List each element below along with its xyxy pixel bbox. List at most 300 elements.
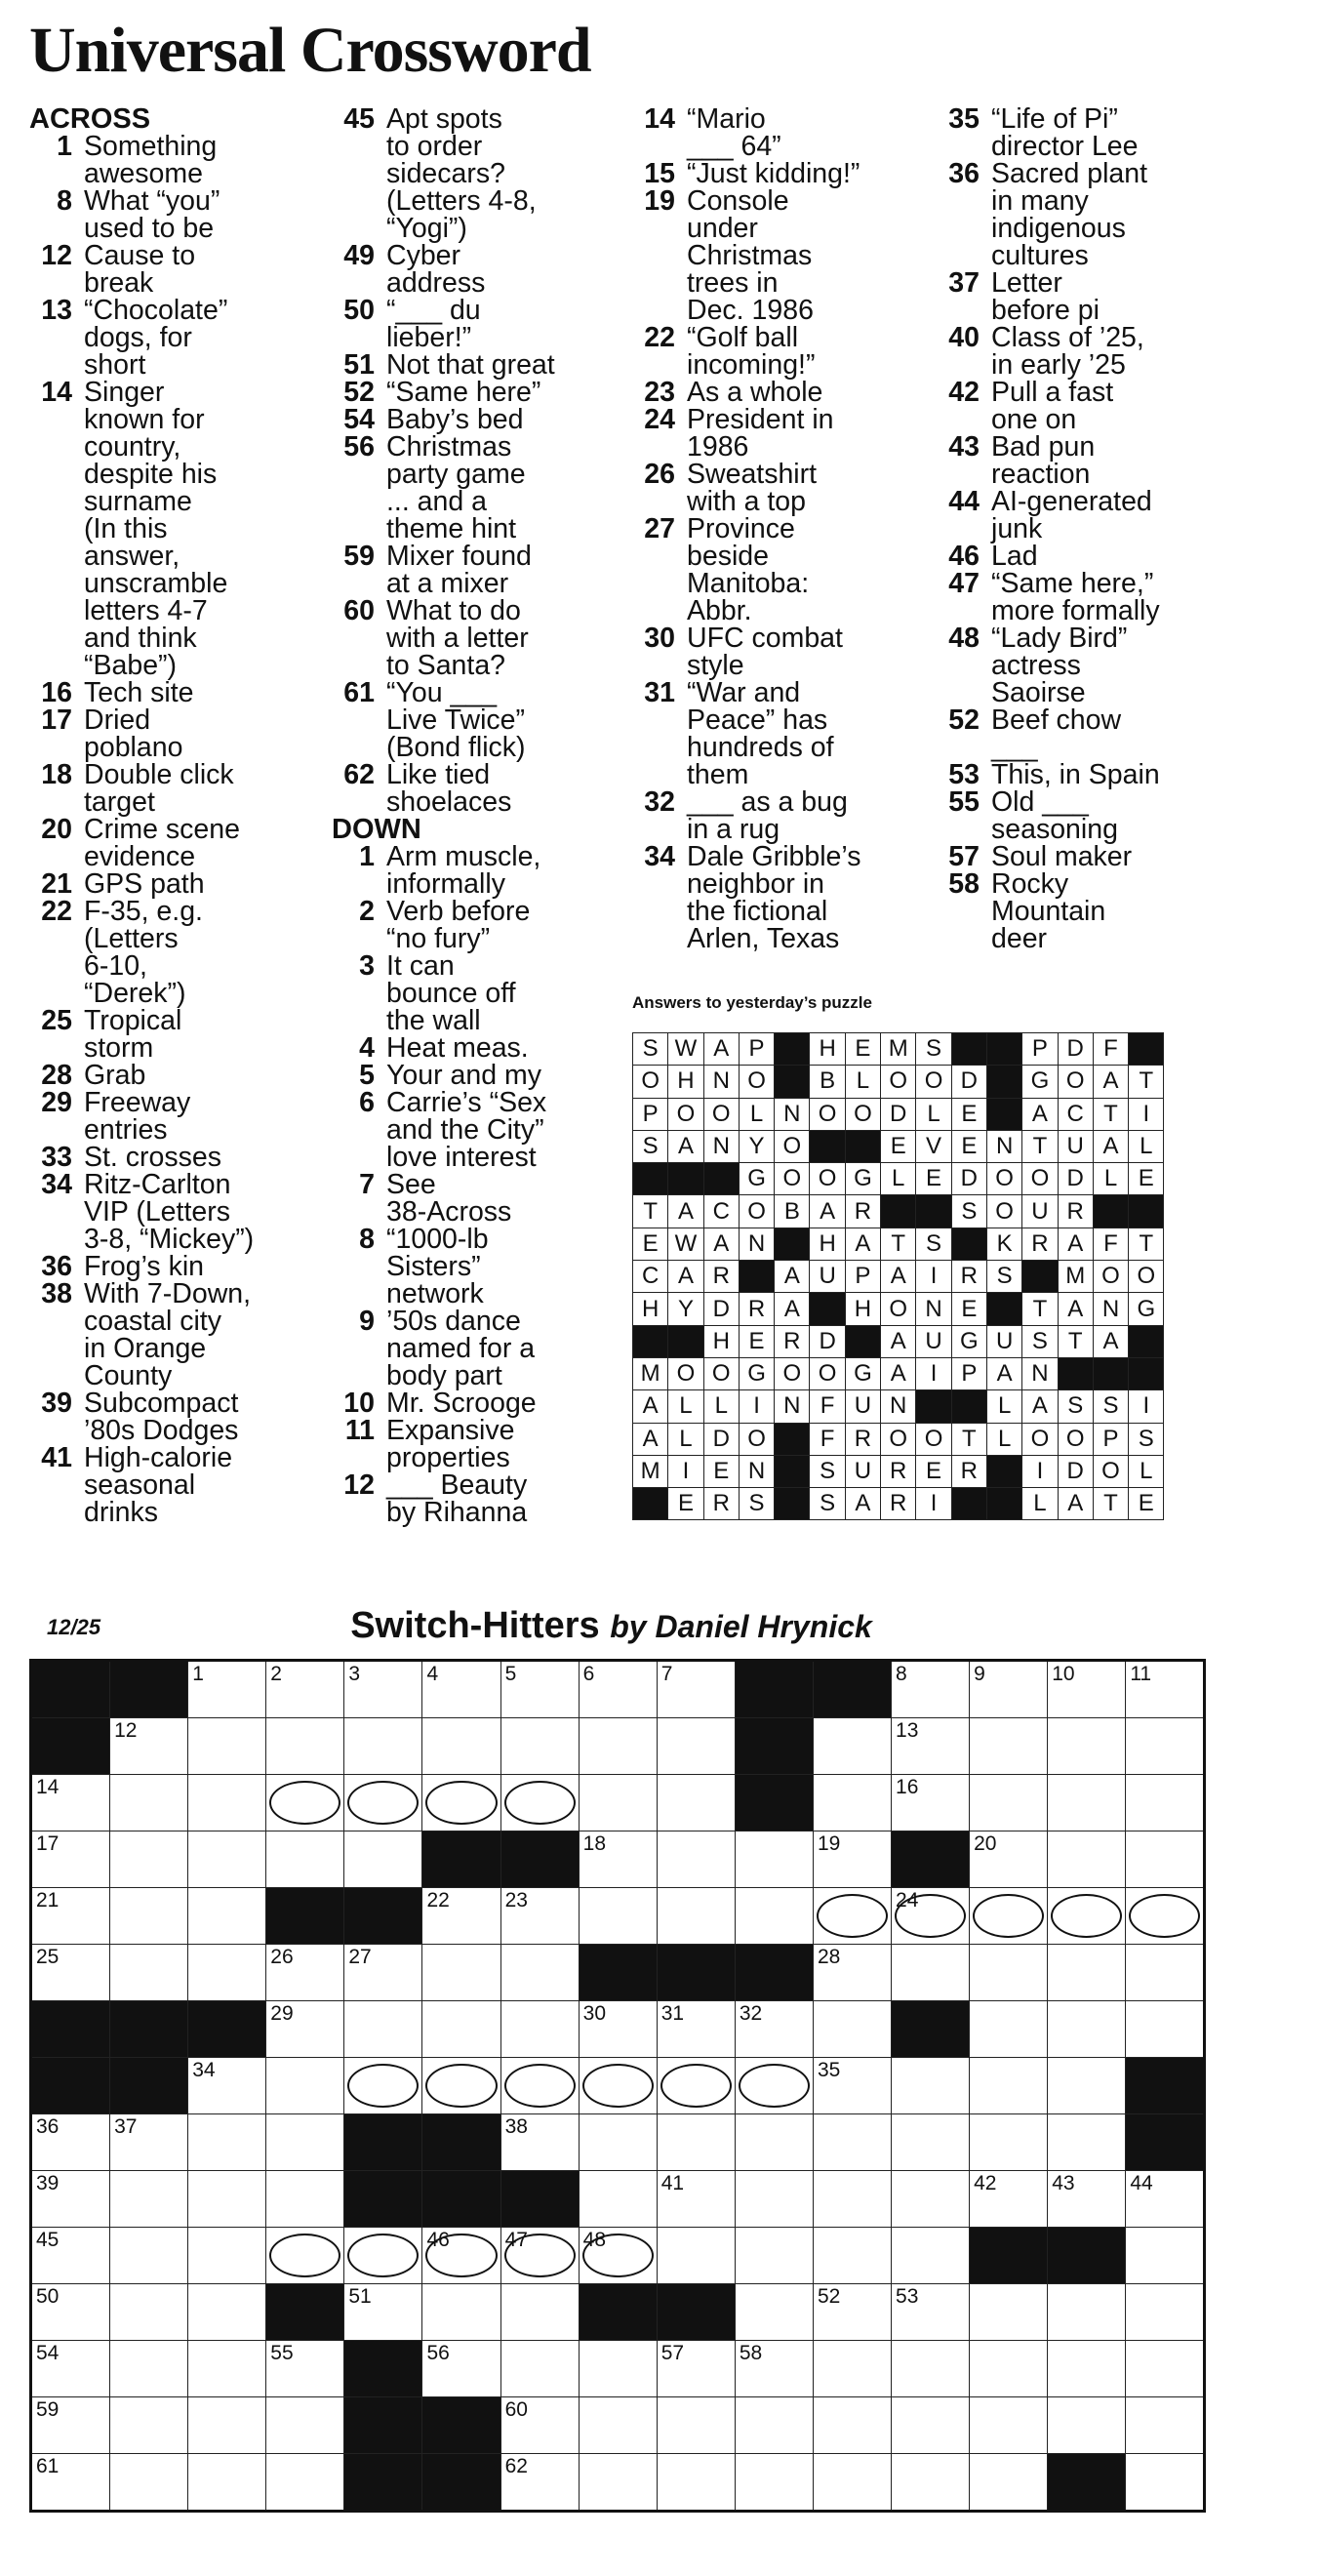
clue-line: ___ as a bug: [687, 786, 848, 818]
clue-text: [386, 1034, 624, 1062]
grid-cell[interactable]: [1048, 1888, 1126, 1945]
grid-cell[interactable]: [500, 2001, 579, 2058]
grid-cell[interactable]: [188, 2171, 266, 2228]
grid-cell[interactable]: [500, 2284, 579, 2341]
grid-cell[interactable]: [735, 2341, 813, 2397]
grid-cell[interactable]: [31, 2114, 110, 2171]
grid-cell[interactable]: [266, 2114, 344, 2171]
grid-cell[interactable]: [31, 2228, 110, 2284]
grid-cell[interactable]: [110, 2284, 188, 2341]
grid-cell[interactable]: [813, 1718, 891, 1775]
clue-text: [386, 761, 624, 816]
grid-cell[interactable]: [1126, 1775, 1205, 1831]
clue-line: F-35, e.g.: [84, 896, 203, 927]
answer-letter: S: [951, 1195, 986, 1228]
grid-cell[interactable]: [1048, 2001, 1126, 2058]
answer-letter: O: [1058, 1066, 1093, 1098]
cell-number: 6: [582, 1663, 595, 1685]
answer-letter: O: [1093, 1455, 1128, 1487]
grid-cell[interactable]: [735, 2114, 813, 2171]
grid-cell[interactable]: [266, 1718, 344, 1775]
clue-line: “Lady Bird”: [991, 623, 1128, 654]
answer-letter: E: [951, 1293, 986, 1325]
grid-cell[interactable]: [188, 2397, 266, 2454]
grid-cell[interactable]: [892, 1718, 970, 1775]
clue-line: Cyber: [386, 240, 461, 271]
answer-row: [633, 1033, 1164, 1066]
answer-row: [633, 1423, 1164, 1455]
grid-cell[interactable]: [579, 1718, 657, 1775]
clue-line: drinks: [84, 1497, 159, 1528]
grid-cell[interactable]: [344, 2284, 422, 2341]
grid-cell[interactable]: [735, 2001, 813, 2058]
grid-cell[interactable]: [110, 2171, 188, 2228]
grid-cell[interactable]: [970, 2114, 1048, 2171]
grid-cell[interactable]: [813, 2284, 891, 2341]
grid-cell[interactable]: [1048, 2284, 1126, 2341]
grid-cell[interactable]: [344, 1831, 422, 1888]
clue-line: style: [687, 650, 744, 681]
cell-number: 4: [426, 1663, 439, 1685]
grid-cell[interactable]: [813, 2454, 891, 2512]
grid-cell[interactable]: [1048, 1718, 1126, 1775]
grid-cell[interactable]: [500, 2228, 579, 2284]
clue-number: 12: [343, 1469, 375, 1501]
grid-cell[interactable]: [31, 1888, 110, 1945]
grid-cell[interactable]: [579, 1888, 657, 1945]
answer-letter: N: [1093, 1293, 1128, 1325]
grid-cell[interactable]: [970, 1775, 1048, 1831]
grid-cell[interactable]: [31, 1775, 110, 1831]
grid-cell[interactable]: [735, 2454, 813, 2512]
grid-cell[interactable]: [422, 1945, 500, 2001]
clue-number: 52: [343, 377, 375, 408]
grid-cell[interactable]: [1048, 2114, 1126, 2171]
clue-text: [687, 406, 925, 461]
grid-cell[interactable]: [1126, 2001, 1205, 2058]
grid-cell[interactable]: [266, 2341, 344, 2397]
grid-cell[interactable]: [266, 2454, 344, 2512]
grid-cell[interactable]: [422, 1661, 500, 1718]
clue-item: [29, 1253, 322, 1280]
grid-cell[interactable]: [188, 2284, 266, 2341]
answer-letter: F: [1093, 1228, 1128, 1260]
grid-cell[interactable]: [31, 2171, 110, 2228]
answer-row: [633, 1195, 1164, 1228]
grid-cell[interactable]: [735, 2284, 813, 2341]
grid-cell[interactable]: [500, 2114, 579, 2171]
grid-cell[interactable]: [344, 2001, 422, 2058]
grid-cell[interactable]: [188, 2058, 266, 2114]
clue-line: informally: [386, 868, 505, 900]
grid-cell[interactable]: [657, 2058, 735, 2114]
answer-block: [986, 1098, 1021, 1130]
clue-number: 10: [343, 1388, 375, 1419]
clue-text: [84, 1389, 322, 1444]
answer-block: [986, 1033, 1021, 1066]
answer-row: [633, 1390, 1164, 1423]
grid-cell[interactable]: [110, 1775, 188, 1831]
grid-cell[interactable]: [422, 1888, 500, 1945]
cell-number: 25: [36, 1946, 60, 1968]
grid-cell[interactable]: [579, 2454, 657, 2512]
grid-cell[interactable]: [422, 1718, 500, 1775]
grid-cell[interactable]: [1048, 2171, 1126, 2228]
grid-cell[interactable]: [892, 2171, 970, 2228]
grid-cell[interactable]: [188, 1888, 266, 1945]
grid-cell[interactable]: [422, 2001, 500, 2058]
cell-number: 61: [36, 2455, 60, 2477]
clue-line: Saoirse: [991, 677, 1086, 708]
answer-block: [668, 1325, 703, 1357]
clue-line: lieber!”: [386, 322, 472, 353]
grid-cell[interactable]: [1126, 2284, 1205, 2341]
clue-line: Mixer found: [386, 541, 532, 572]
grid-cell[interactable]: [657, 2341, 735, 2397]
grid-cell[interactable]: [1048, 1775, 1126, 1831]
grid-cell[interactable]: [579, 2001, 657, 2058]
clue-column-1: [29, 105, 322, 1526]
grid-cell[interactable]: [1126, 2397, 1205, 2454]
grid-cell[interactable]: [500, 1945, 579, 2001]
clue-text: [386, 1308, 624, 1389]
clue-line: dogs, for: [84, 322, 192, 353]
grid-cell[interactable]: [892, 2228, 970, 2284]
grid-cell[interactable]: [892, 1661, 970, 1718]
grid-cell[interactable]: [813, 2171, 891, 2228]
clue-text: [991, 570, 1229, 624]
answers-label: Answers to yesterday’s puzzle: [632, 993, 872, 1012]
clue-line: ... and a: [386, 486, 487, 517]
clue-line: Ritz-Carlton: [84, 1169, 231, 1200]
grid-cell[interactable]: [813, 1945, 891, 2001]
grid-cell[interactable]: [344, 1661, 422, 1718]
clue-line: Arlen, Texas: [687, 923, 840, 954]
grid-cell[interactable]: [1048, 2397, 1126, 2454]
grid-cell[interactable]: [657, 2397, 735, 2454]
grid-cell[interactable]: [892, 2397, 970, 2454]
grid-cell[interactable]: [1126, 2171, 1205, 2228]
grid-cell[interactable]: [657, 2001, 735, 2058]
grid-cell[interactable]: [892, 2341, 970, 2397]
circle-mark: [425, 2064, 497, 2108]
answer-letter: G: [845, 1357, 880, 1389]
grid-cell[interactable]: [1048, 1831, 1126, 1888]
grid-cell[interactable]: [110, 1831, 188, 1888]
grid-cell[interactable]: [579, 2397, 657, 2454]
clue-text: [386, 843, 624, 898]
clue-line: Province: [687, 513, 795, 544]
answer-block: [916, 1195, 951, 1228]
grid-cell[interactable]: [110, 2454, 188, 2512]
grid-cell[interactable]: [422, 2058, 500, 2114]
grid-cell[interactable]: [970, 2171, 1048, 2228]
clue-line: the wall: [386, 1005, 481, 1036]
grid-cell[interactable]: [31, 1831, 110, 1888]
grid-cell[interactable]: [1126, 1661, 1205, 1718]
grid-cell[interactable]: [657, 1888, 735, 1945]
grid-cell[interactable]: [813, 1775, 891, 1831]
answer-letter: O: [810, 1357, 845, 1389]
grid-cell[interactable]: [970, 2454, 1048, 2512]
grid-cell[interactable]: [813, 1831, 891, 1888]
clue-item: [632, 788, 925, 843]
grid-cell[interactable]: [657, 2171, 735, 2228]
grid-cell[interactable]: [31, 2341, 110, 2397]
grid-cell[interactable]: [970, 1888, 1048, 1945]
grid-cell[interactable]: [266, 2001, 344, 2058]
grid-cell[interactable]: [422, 1775, 500, 1831]
grid-cell[interactable]: [735, 1888, 813, 1945]
grid-cell[interactable]: [1126, 1945, 1205, 2001]
grid-cell[interactable]: [579, 2341, 657, 2397]
grid-cell[interactable]: [970, 1945, 1048, 2001]
clue-line: country,: [84, 431, 181, 463]
grid-cell[interactable]: [813, 2397, 891, 2454]
grid-cell[interactable]: [892, 2454, 970, 2512]
grid-cell[interactable]: [110, 2114, 188, 2171]
answer-letter: E: [703, 1455, 739, 1487]
grid-cell[interactable]: [31, 2284, 110, 2341]
grid-cell[interactable]: [657, 1775, 735, 1831]
grid-cell[interactable]: [735, 2397, 813, 2454]
grid-cell[interactable]: [500, 2058, 579, 2114]
grid-cell[interactable]: [657, 1661, 735, 1718]
clue-text: [84, 297, 322, 379]
grid-cell[interactable]: [1048, 2341, 1126, 2397]
grid-cell[interactable]: [1126, 2341, 1205, 2397]
grid-cell[interactable]: [735, 1831, 813, 1888]
grid-cell[interactable]: [188, 2228, 266, 2284]
grid-block: [1048, 2228, 1126, 2284]
answer-block: [986, 1293, 1021, 1325]
grid-cell[interactable]: [500, 2341, 579, 2397]
clue-item: [332, 297, 624, 351]
grid-cell[interactable]: [266, 2397, 344, 2454]
clue-text: [687, 160, 925, 187]
clue-line: County: [84, 1360, 173, 1391]
grid-cell[interactable]: [1126, 1831, 1205, 1888]
clue-line: AI-generated: [991, 486, 1152, 517]
grid-cell[interactable]: [1048, 2058, 1126, 2114]
clue-line: in many: [991, 185, 1089, 217]
answer-grid: [632, 1032, 1164, 1520]
grid-cell[interactable]: [344, 2058, 422, 2114]
clue-line: What to do: [386, 595, 521, 626]
grid-cell[interactable]: [579, 2228, 657, 2284]
clue-line: director Lee: [991, 131, 1139, 162]
clue-number: 28: [41, 1060, 72, 1091]
grid-cell[interactable]: [657, 2228, 735, 2284]
cell-number: 46: [426, 2229, 450, 2251]
grid-cell[interactable]: [892, 1775, 970, 1831]
grid-cell[interactable]: [970, 2001, 1048, 2058]
grid-cell[interactable]: [579, 2058, 657, 2114]
answer-letter: A: [1058, 1488, 1093, 1520]
grid-cell[interactable]: [1048, 1945, 1126, 2001]
grid-cell[interactable]: [344, 1775, 422, 1831]
grid-block: [657, 2284, 735, 2341]
clue-item: [332, 1417, 624, 1471]
clue-number: 62: [343, 759, 375, 790]
clue-line: Arm muscle,: [386, 841, 541, 872]
answer-letter: D: [881, 1098, 916, 1130]
grid-cell[interactable]: [813, 2228, 891, 2284]
grid-cell[interactable]: [188, 1775, 266, 1831]
grid-cell[interactable]: [31, 2397, 110, 2454]
answer-block: [1129, 1195, 1164, 1228]
grid-cell[interactable]: [266, 1661, 344, 1718]
grid-cell[interactable]: [1126, 2228, 1205, 2284]
grid-cell[interactable]: [422, 2228, 500, 2284]
grid-cell[interactable]: [344, 1718, 422, 1775]
clue-number: 36: [948, 158, 980, 189]
grid-cell[interactable]: [735, 2171, 813, 2228]
grid-cell[interactable]: [892, 1888, 970, 1945]
answer-letter: I: [1129, 1098, 1164, 1130]
grid-cell[interactable]: [266, 2058, 344, 2114]
grid-cell[interactable]: [110, 2341, 188, 2397]
grid-cell[interactable]: [500, 1888, 579, 1945]
answer-block: [986, 1488, 1021, 1520]
grid-cell[interactable]: [188, 2454, 266, 2512]
grid-cell[interactable]: [813, 2341, 891, 2397]
grid-cell[interactable]: [188, 2114, 266, 2171]
grid-cell[interactable]: [1126, 1718, 1205, 1775]
clue-line: sidecars?: [386, 158, 505, 189]
grid-cell[interactable]: [1048, 1661, 1126, 1718]
grid-cell[interactable]: [31, 1945, 110, 2001]
grid-cell[interactable]: [110, 1945, 188, 2001]
clue-line: Christmas: [687, 240, 813, 271]
grid-cell[interactable]: [1126, 2454, 1205, 2512]
clue-text: [991, 843, 1229, 870]
grid-cell[interactable]: [813, 2058, 891, 2114]
grid-cell[interactable]: [1126, 1888, 1205, 1945]
answer-letter: A: [633, 1390, 668, 1423]
answer-block: [775, 1228, 810, 1260]
answer-letter: R: [1058, 1195, 1093, 1228]
grid-cell[interactable]: [110, 1718, 188, 1775]
grid-cell[interactable]: [500, 2397, 579, 2454]
puzzle-title: Switch-Hitters: [350, 1605, 600, 1646]
clue-text: [991, 324, 1229, 379]
grid-cell[interactable]: [344, 1945, 422, 2001]
grid-cell[interactable]: [657, 2114, 735, 2171]
answer-letter: A: [775, 1261, 810, 1293]
clue-number: 22: [644, 322, 675, 353]
cell-number: 45: [36, 2229, 60, 2251]
grid-cell[interactable]: [188, 1831, 266, 1888]
clue-line: Subcompact: [84, 1388, 239, 1419]
clue-text: [687, 187, 925, 324]
grid-cell[interactable]: [813, 1888, 891, 1945]
grid-cell[interactable]: [500, 2454, 579, 2512]
grid-cell[interactable]: [110, 2397, 188, 2454]
clue-number: 29: [41, 1087, 72, 1118]
clue-line: Grab: [84, 1060, 146, 1091]
clue-line: (In this: [84, 513, 168, 544]
clue-item: [29, 1389, 322, 1444]
grid-cell[interactable]: [970, 1718, 1048, 1775]
grid-cell[interactable]: [110, 2228, 188, 2284]
grid-cell[interactable]: [579, 1831, 657, 1888]
grid-cell[interactable]: [970, 2284, 1048, 2341]
clue-number: 42: [948, 377, 980, 408]
grid-cell[interactable]: [266, 1831, 344, 1888]
answer-letter: A: [1058, 1293, 1093, 1325]
grid-cell[interactable]: [579, 2171, 657, 2228]
grid-cell[interactable]: [422, 2284, 500, 2341]
grid-cell[interactable]: [266, 1775, 344, 1831]
clue-number: 45: [343, 103, 375, 135]
clue-line: at a mixer: [386, 568, 509, 599]
grid-cell[interactable]: [266, 1945, 344, 2001]
grid-cell[interactable]: [579, 1661, 657, 1718]
grid-cell[interactable]: [970, 1831, 1048, 1888]
grid-cell[interactable]: [110, 1888, 188, 1945]
grid-block: [892, 2001, 970, 2058]
grid-cell[interactable]: [500, 1661, 579, 1718]
grid-cell[interactable]: [657, 2454, 735, 2512]
clue-column-4: [937, 105, 1229, 952]
grid-cell[interactable]: [266, 2228, 344, 2284]
grid-cell[interactable]: [735, 2058, 813, 2114]
grid-cell[interactable]: [657, 1831, 735, 1888]
grid-cell[interactable]: [188, 1718, 266, 1775]
grid-cell[interactable]: [500, 1775, 579, 1831]
grid-cell[interactable]: [344, 2228, 422, 2284]
grid-cell[interactable]: [188, 1945, 266, 2001]
circle-mark: [504, 1781, 576, 1825]
grid-cell[interactable]: [970, 2341, 1048, 2397]
grid-cell[interactable]: [892, 2058, 970, 2114]
grid-cell[interactable]: [970, 2397, 1048, 2454]
answer-letter: D: [703, 1423, 739, 1455]
answer-letter: L: [845, 1066, 880, 1098]
grid-cell[interactable]: [31, 2454, 110, 2512]
grid-cell[interactable]: [579, 2114, 657, 2171]
grid-cell[interactable]: [892, 2114, 970, 2171]
answer-letter: I: [1022, 1455, 1058, 1487]
grid-cell[interactable]: [892, 2284, 970, 2341]
grid-cell[interactable]: [813, 2114, 891, 2171]
grid-cell[interactable]: [266, 2171, 344, 2228]
grid-cell[interactable]: [188, 2341, 266, 2397]
grid-block: [422, 2454, 500, 2512]
grid-cell[interactable]: [735, 2228, 813, 2284]
clue-line: Baby’s bed: [386, 404, 524, 435]
grid-cell[interactable]: [813, 2001, 891, 2058]
grid-cell[interactable]: [188, 1661, 266, 1718]
answer-letter: L: [986, 1390, 1021, 1423]
grid-cell[interactable]: [970, 2058, 1048, 2114]
grid-cell[interactable]: [892, 1945, 970, 2001]
grid-cell[interactable]: [500, 1718, 579, 1775]
grid-cell[interactable]: [579, 1775, 657, 1831]
grid-row: [31, 2001, 1205, 2058]
answer-letter: O: [1093, 1261, 1128, 1293]
clue-line: With 7-Down,: [84, 1278, 252, 1309]
answer-letter: A: [881, 1325, 916, 1357]
grid-block: [344, 2341, 422, 2397]
grid-cell[interactable]: [657, 1718, 735, 1775]
clue-number: 11: [344, 1415, 375, 1446]
grid-cell[interactable]: [970, 1661, 1048, 1718]
grid-cell[interactable]: [422, 2341, 500, 2397]
answer-block: [810, 1293, 845, 1325]
answer-letter: W: [668, 1033, 703, 1066]
